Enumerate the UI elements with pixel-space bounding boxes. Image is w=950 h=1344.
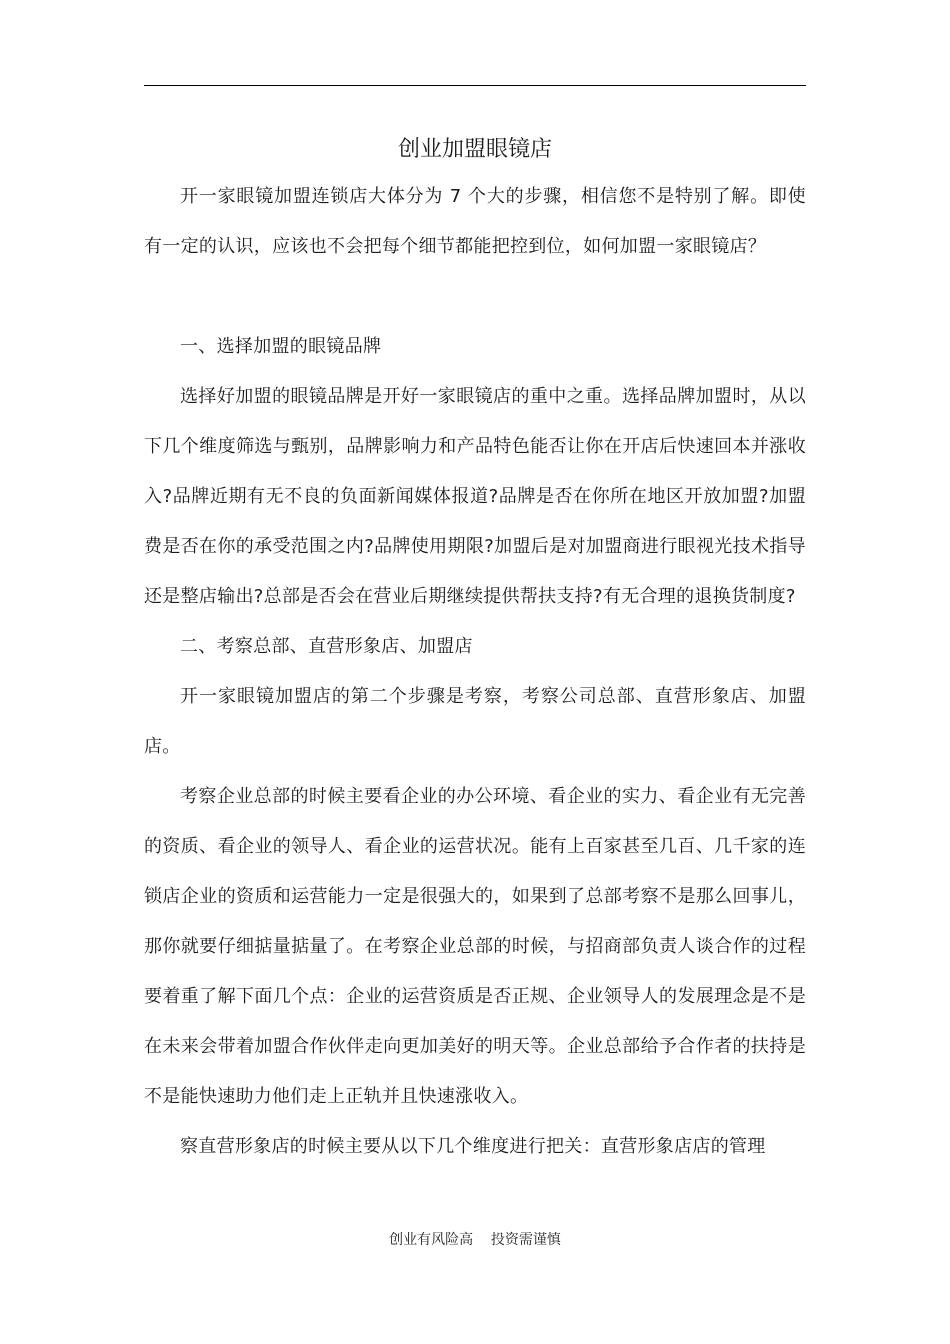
section-1-paragraph: 选择好加盟的眼镜品牌是开好一家眼镜店的重中之重。选择品牌加盟时，从以下几个维度筛选与甄别，品牌影响力和产品特色能否让你在开店后快速回本并涨收入?品牌近期有无不良的负面新闻媒体报道?品牌是否在你所在地区开放加盟?加盟费是否在你的承受范围之内?品牌使用期限?加盟后是对加盟商进行眼视光技术指导还是整店输出?总部是否会在营业后期继续提供帮扶支持?有无合理的退换货制度? (144, 386, 806, 607)
document-title: 创业加盟眼镜店 (397, 137, 552, 162)
document-body (144, 172, 806, 1172)
section-2-paragraph-3: 察直营形象店的时候主要从以下几个维度进行把关：直营形象店店的管理 (180, 1136, 766, 1157)
paragraph-gap (144, 272, 806, 322)
section-heading-1: 一、选择加盟的眼镜品牌 (180, 336, 382, 357)
section-heading-2: 二、考察总部、直营形象店、加盟店 (180, 636, 473, 657)
header-rule (144, 85, 806, 86)
section-2-paragraph-2: 考察企业总部的时候主要看企业的办公环境、看企业的实力、看企业有无完善的资质、看企业的领导人、看企业的运营状况。能有上百家甚至几百、几千家的连锁店企业的资质和运营能力一定是很强大的，如果到了总部考察不是那么回事儿，那你就要仔细掂量掂量了。在考察企业总部的时候，与招商部负责人谈合作的过程要着重了解下面几个点：企业的运营资质是否正规、企业领导人的发展理念是不是在未来会带着加盟合作伙伴走向更加美好的明天等。企业总部给予合作者的扶持是不是能快速助力他们走上正轨并且快速涨收入。 (144, 786, 806, 1107)
page-footer: 创业有风险高 投资需谨慎 (389, 1232, 561, 1248)
intro-paragraph: 开一家眼镜加盟连锁店大体分为 7 个大的步骤，相信您不是特别了解。即使有一定的认识，应该也不会把每个细节都能把控到位，如何加盟一家眼镜店？ (144, 186, 806, 257)
section-2-paragraph-1: 开一家眼镜加盟店的第二个步骤是考察，考察公司总部、直营形象店、加盟店。 (144, 686, 806, 757)
